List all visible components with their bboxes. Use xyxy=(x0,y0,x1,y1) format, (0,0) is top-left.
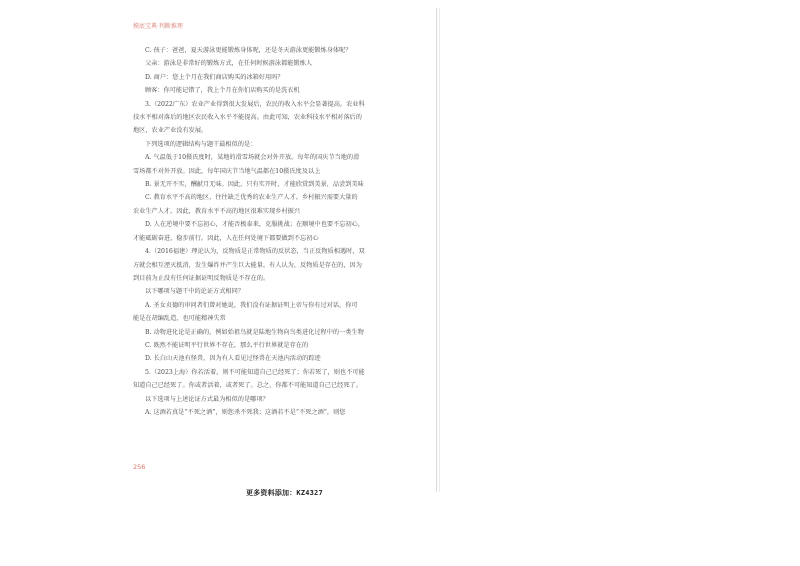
text-line: 以下哪项与题干中的论证方式相同？ xyxy=(145,288,244,296)
text-line: D. 商户：您上个月在我们商店购买的冰箱好用吗？ xyxy=(145,73,284,81)
text-line: B. 景无开不实，酬献月无味。因此，只有实开时，才能欣赏到美景，品尝到美味 xyxy=(145,181,364,189)
text-line: 能是在胡编乱造，也可能精神失常 xyxy=(133,315,226,323)
footer-note: 更多资料添加：KZ4327 xyxy=(246,489,323,497)
text-line: 地区，农业产业没有发展。 xyxy=(133,127,208,135)
text-line: 方就会相互湮灭抵消，发生爆炸并产生巨大能量。有人认为，反物质是存在的，因为 xyxy=(133,261,362,269)
text-line: C. 教育水平不高的地区，往往缺乏优秀的农业生产人才。乡村振兴需要大量的 xyxy=(145,194,358,202)
text-line: B. 动物进化论是正确的，例如始祖鸟就是陆地生物向鸟类进化过程中的一类生物 xyxy=(145,328,364,336)
text-line: 父亲：游泳是非常好的锻炼方式，在任何时候游泳都能锻炼人 xyxy=(145,60,313,68)
text-line: 才能砥砺奋进，稳步前行。因此，人在任何处境下都要做到不忘初心 xyxy=(133,234,319,242)
text-line: 农业生产人才。因此，教育水平不高的地区很难实现乡村振兴 xyxy=(133,207,301,215)
text-line: D. 人在逆境中要不忘初心，才能否极泰来，克服挑战；在顺境中也要不忘初心， xyxy=(145,221,365,229)
spine-divider-shadow xyxy=(439,8,440,492)
text-line: 顾客：你可能记错了，我上个月在你们店购买的是洗衣机 xyxy=(145,87,300,95)
text-line: A. 气温低于10摄氏度时，某地的滑雪场就会对外开放。每年的国庆节当地的滑 xyxy=(145,154,360,162)
text-line: 技水平相对落后的地区农民收入水平不能提高。由此可知，农业科技水平相对落后的 xyxy=(133,114,362,122)
text-line: C. 既然不能证明平行世界不存在，那么平行世界就是存在的 xyxy=(145,341,309,349)
spine-divider xyxy=(436,8,437,492)
text-line: 下列选项的逻辑结构与题干最相似的是： xyxy=(145,140,257,148)
text-line: C. 孩子：爸爸，夏天游泳更能锻炼身体呢，还是冬天游泳更能锻炼身体呢？ xyxy=(145,47,352,54)
text-line: 知道自己已经死了。你或者活着，或者死了。总之，你都不可能知道自己已经死了。 xyxy=(133,382,362,390)
text-line: A. 圣女贞德的审问者们曾对她说，我们没有证据证明上帝与你有过对话，你可 xyxy=(145,301,358,309)
text-line: 到目前为止没有任何证据证明反物质是不存在的。 xyxy=(133,274,270,282)
text-line: D. 长白山天池有怪兽，因为有人看见过怪兽在天池内活动的踪迹 xyxy=(145,355,321,363)
text-line: A. 这酒若真是“不死之酒”，则您杀不死我；这酒若不是“不死之酒”，则您 xyxy=(145,408,346,416)
text-line: 雪场都不对外开放。因此，每年国庆节当地气温都在10摄氏度及以上 xyxy=(133,167,321,175)
text-line: 5.（2023上海）你若活着，则不可能知道自己已经死了；你若死了，则也不可能 xyxy=(145,368,365,376)
page-number: 256 xyxy=(133,463,146,471)
text-line: 3.（2022广东）农业产业得到很大发展后，农民的收入水平会显著提高。农业科 xyxy=(145,100,365,108)
body-text xyxy=(133,44,398,419)
running-header: 摸底宝典·判断推理 xyxy=(133,23,183,30)
text-line: 以下选项与上述论证方式最为相似的是哪项？ xyxy=(145,395,269,403)
text-line: 4.（2016福建）理论认为，反物质是正常物质的反状态，当正反物质相遇时，双 xyxy=(145,248,365,256)
